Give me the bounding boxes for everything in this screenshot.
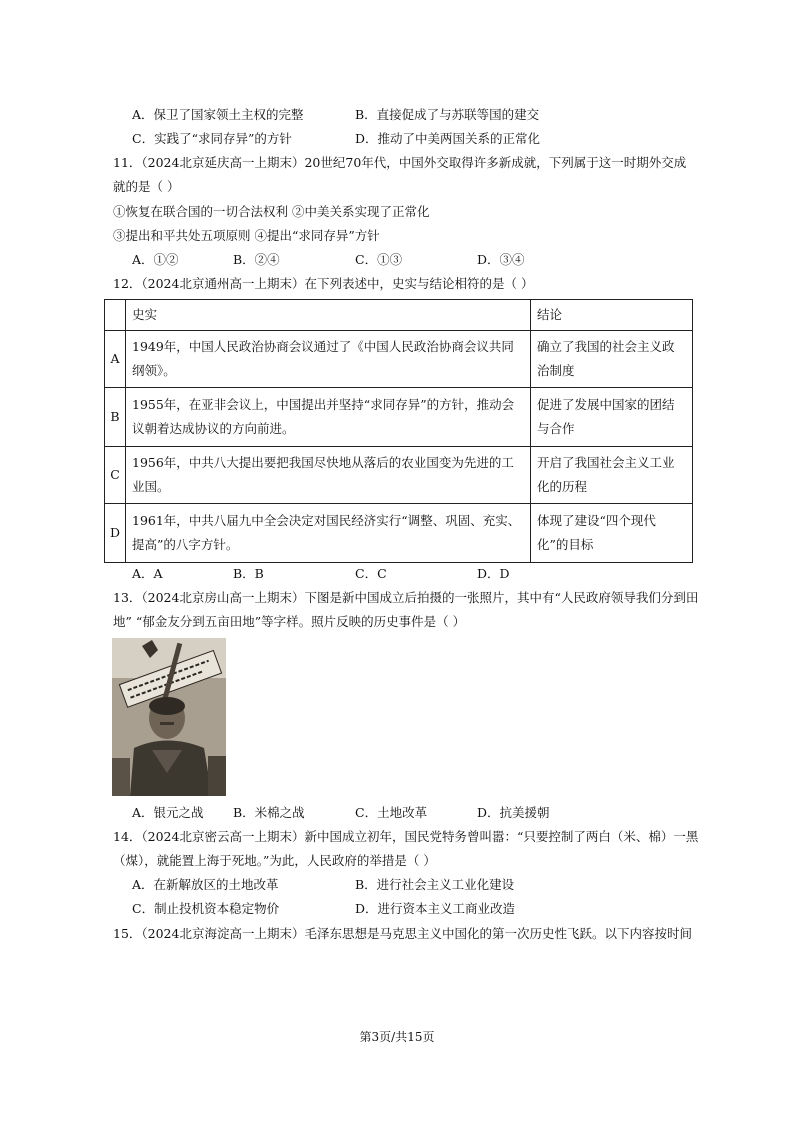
q13-option-b[interactable]: B．米棉之战 xyxy=(233,805,305,820)
q10-option-d[interactable]: D．推动了中美两国关系的正常化 xyxy=(355,131,541,146)
row-key: D xyxy=(105,504,126,563)
q12-table xyxy=(104,299,693,563)
row-key: A xyxy=(105,331,126,388)
table-row xyxy=(105,447,693,504)
q14-option-b[interactable]: B．进行社会主义工业化建设 xyxy=(355,877,515,892)
q14-stem-line2: （煤），就能置上海于死地。”为此，人民政府的举措是（ ） xyxy=(113,853,436,868)
row-key: B xyxy=(105,388,126,447)
row-conclusion: 开启了我国社会主义工业化的历程 xyxy=(531,447,693,504)
row-conclusion: 确立了我国的社会主义政治制度 xyxy=(531,331,693,388)
table-row xyxy=(105,504,693,563)
row-key: C xyxy=(105,447,126,504)
q11-option-d[interactable]: D．③④ xyxy=(477,252,525,267)
q14-option-a[interactable]: A．在新解放区的土地改革 xyxy=(132,877,279,892)
q11-items-line1: ①恢复在联合国的一切合法权利 ②中美关系实现了正常化 xyxy=(113,204,430,219)
table-row xyxy=(105,331,693,388)
row-fact: 1961年，中共八届九中全会决定对国民经济实行“调整、巩固、充实、提高”的八字方针。 xyxy=(126,504,531,563)
photo-illustration xyxy=(112,638,226,796)
q12-option-d[interactable]: D．D xyxy=(477,566,510,581)
row-conclusion: 体现了建设“四个现代化”的目标 xyxy=(531,504,693,563)
q12-stem: 12．（2024北京通州高一上期末）在下列表述中，史实与结论相符的是（ ） xyxy=(113,276,534,291)
q11-option-c[interactable]: C．①③ xyxy=(355,252,403,267)
row-conclusion: 促进了发展中国家的团结与合作 xyxy=(531,388,693,447)
row-fact: 1956年，中共八大提出要把我国尽快地从落后的农业国变为先进的工业国。 xyxy=(126,447,531,504)
q11-items-line2: ③提出和平共处五项原则 ④提出“求同存异”方针 xyxy=(113,228,380,243)
q13-option-a[interactable]: A．银元之战 xyxy=(132,805,204,820)
q12-option-c[interactable]: C．C xyxy=(355,566,387,581)
table-header-fact: 史实 xyxy=(126,300,531,331)
q14-option-d[interactable]: D．进行资本主义工商业改造 xyxy=(355,901,516,916)
q10-option-b[interactable]: B．直接促成了与苏联等国的建交 xyxy=(355,107,540,122)
q12-option-b[interactable]: B．B xyxy=(233,566,264,581)
q14-option-c[interactable]: C．制止投机资本稳定物价 xyxy=(132,901,280,916)
table-header-key xyxy=(105,300,126,331)
q12-option-a[interactable]: A．A xyxy=(132,566,163,581)
q10-option-c[interactable]: C．实践了“求同存异”的方针 xyxy=(132,131,292,146)
q13-stem-line2: 地” “郁金友分到五亩田地”等字样。照片反映的历史事件是（ ） xyxy=(113,614,466,629)
row-fact: 1955年，在亚非会议上，中国提出并坚持“求同存异”的方针，推动会议朝着达成协议的方向前进。 xyxy=(126,388,531,447)
q11-stem-line2: 就的是（ ） xyxy=(113,179,180,194)
q11-option-a[interactable]: A．①② xyxy=(132,252,179,267)
q11-option-b[interactable]: B．②④ xyxy=(233,252,280,267)
table-header-row xyxy=(105,300,693,331)
land-reform-photo xyxy=(112,638,226,796)
q10-option-a[interactable]: A．保卫了国家领土主权的完整 xyxy=(132,107,304,122)
q14-stem-line1: 14．（2024北京密云高一上期末）新中国成立初年，国民党特务曾叫嚣：“只要控制了两白（米、棉）一黑 xyxy=(113,829,699,844)
table-row xyxy=(105,388,693,447)
q13-option-d[interactable]: D．抗美援朝 xyxy=(477,805,550,820)
table-header-conclusion: 结论 xyxy=(531,300,693,331)
q13-stem-line1: 13．（2024北京房山高一上期末）下图是新中国成立后拍摄的一张照片，其中有“人民政府领导我们分到田 xyxy=(113,590,699,605)
q11-stem-line1: 11．（2024北京延庆高一上期末）20世纪70年代，中国外交取得许多新成就，下列属于这一时期外交成 xyxy=(113,155,687,170)
row-fact: 1949年，中国人民政治协商会议通过了《中国人民政治协商会议共同纲领》。 xyxy=(126,331,531,388)
page-footer: 第3页/共15页 xyxy=(359,1030,435,1044)
q15-stem-line1: 15．（2024北京海淀高一上期末）毛泽东思想是马克思主义中国化的第一次历史性飞跃。以下内容按时间 xyxy=(113,926,692,941)
q13-option-c[interactable]: C．土地改革 xyxy=(355,805,428,820)
